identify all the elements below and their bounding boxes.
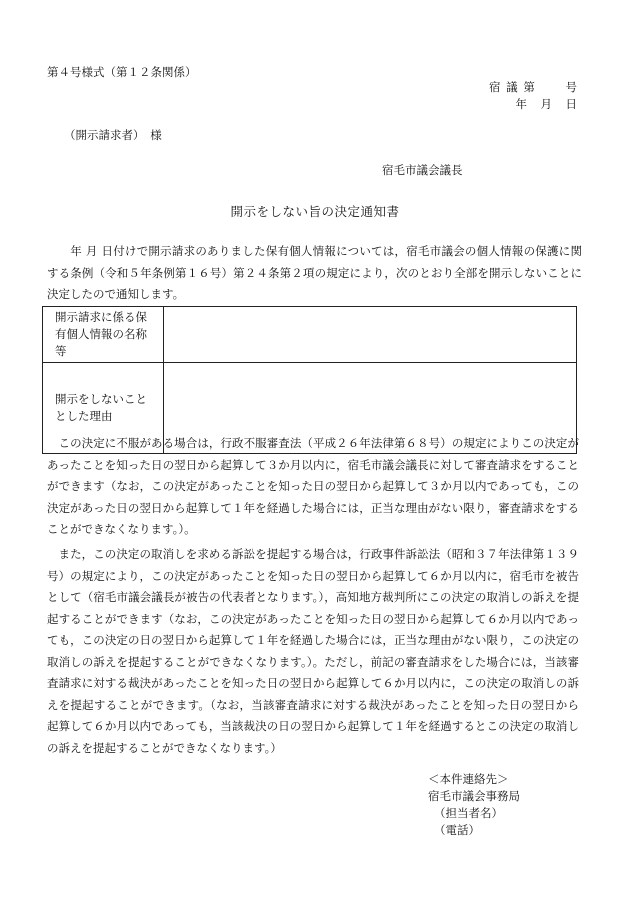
intro-text: 年 月 日付けで開示請求のありました保有個人情報については，宿毛市議会の個人情報の保護に関する条例（令和５年条例第１６号）第２４条第２項の規定により，次のとおり全部を開示しないことに決定したので通知します。 [47, 244, 582, 301]
lawsuit-paragraph: また，この決定の取消しを求める訴訟を提起する場合は，行政事件訴訟法（昭和３７年法律第１３９号）の規定により，この決定があったことを知った日の翌日から起算して６か月以内に，宿毛市を被告として（宿毛市議会議長が被告の代表者となります。），高知地方裁判所にこの決定の取消しの訴えを提起することができます（なお，この決定があったことを知った日の翌日から起算して６か月以内であっても，この決定の日の翌日から起算して１年を経過した場合には，正当な理由がない限り，この決定の取消しの訴えを提起することができなくなります。）。ただし，前記の審査請求をした場合には，当該審査請求に対する裁決があったことを知った日の翌日から起算して６か月以内に，この決定の取消しの訴えを提起することができます。（なお，当該審査請求に対する裁決があったことを知った日の翌日から起算して６か月以内であっても，当該裁決の日の翌日から起算して１年を経過するとこの決定の取消しの訴えを提起することができなくなります。） [47, 547, 579, 755]
contact-office: 宿毛市議会事務局 [428, 789, 520, 803]
appeal-paragraph: この決定に不服がある場合は，行政不服審査法（平成２６年法律第６８号）の規定によりこの決定があったことを知った日の翌日から起算して３か月以内に，宿毛市議会議長に対して審査請求をすることができます（なお，この決定があったことを知った日の翌日から起算して３か月以内であっても，この決定があった日の翌日から起算して１年を経過した場合には，正当な理由がない限り，審査請求をすることができなくなります。）。 [47, 436, 579, 536]
document-number: 宿 議 第 号 [489, 80, 578, 94]
contact-phone: （電話） [434, 823, 480, 837]
intro-paragraph [47, 241, 582, 306]
recipient-line: （開示請求者） 様 [64, 128, 162, 142]
document-title: 開示をしない旨の決定通知書 [230, 204, 400, 219]
contact-person: （担当者名） [434, 806, 503, 820]
info-name-label: 開示請求に係る保有個人情報の名称等 [43, 307, 164, 363]
form-number-label: 第４号様式（第１２条関係） [47, 65, 197, 79]
table-row [43, 307, 577, 363]
info-name-value [164, 307, 577, 363]
reason-label: 開示をしないこととした理由 [43, 363, 164, 454]
sender-line: 宿毛市議会議長 [382, 163, 463, 177]
document-date: 年 月 日 [515, 97, 578, 111]
contact-heading: ＜本件連絡先＞ [428, 772, 509, 786]
contact-block [428, 771, 520, 839]
decision-info-table [42, 306, 577, 454]
